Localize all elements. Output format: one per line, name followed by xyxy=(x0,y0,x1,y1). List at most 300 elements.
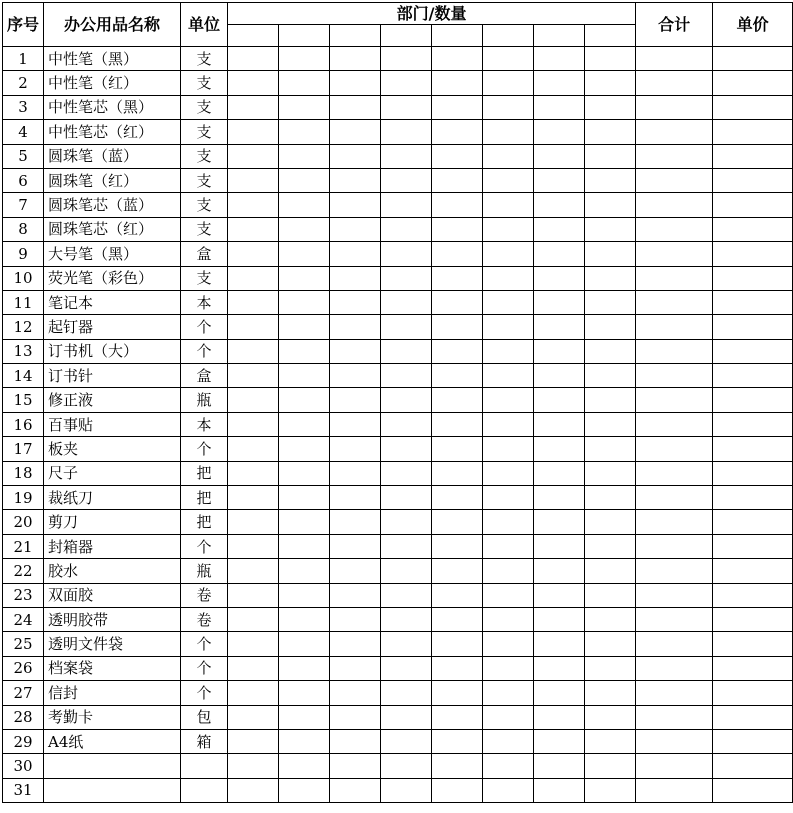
dept-qty-cell[interactable] xyxy=(483,339,534,363)
dept-cell[interactable] xyxy=(228,25,279,47)
dept-qty-cell[interactable] xyxy=(432,656,483,680)
total-cell[interactable] xyxy=(636,412,713,436)
dept-qty-cell[interactable] xyxy=(228,71,279,95)
dept-qty-cell[interactable] xyxy=(279,607,330,631)
dept-qty-cell[interactable] xyxy=(534,364,585,388)
total-cell[interactable] xyxy=(636,47,713,71)
dept-qty-cell[interactable] xyxy=(534,583,585,607)
unit-price-cell[interactable] xyxy=(713,437,793,461)
unit-price-cell[interactable] xyxy=(713,266,793,290)
total-cell[interactable] xyxy=(636,559,713,583)
total-cell[interactable] xyxy=(636,242,713,266)
dept-qty-cell[interactable] xyxy=(330,510,381,534)
dept-qty-cell[interactable] xyxy=(279,632,330,656)
dept-qty-cell[interactable] xyxy=(228,437,279,461)
dept-qty-cell[interactable] xyxy=(228,705,279,729)
dept-qty-cell[interactable] xyxy=(228,315,279,339)
total-cell[interactable] xyxy=(636,290,713,314)
dept-qty-cell[interactable] xyxy=(330,290,381,314)
dept-qty-cell[interactable] xyxy=(381,47,432,71)
unit-price-cell[interactable] xyxy=(713,778,793,802)
dept-qty-cell[interactable] xyxy=(381,559,432,583)
dept-qty-cell[interactable] xyxy=(534,437,585,461)
dept-qty-cell[interactable] xyxy=(483,632,534,656)
dept-qty-cell[interactable] xyxy=(585,754,636,778)
dept-qty-cell[interactable] xyxy=(330,388,381,412)
dept-qty-cell[interactable] xyxy=(432,266,483,290)
dept-qty-cell[interactable] xyxy=(228,607,279,631)
dept-qty-cell[interactable] xyxy=(330,461,381,485)
dept-qty-cell[interactable] xyxy=(330,534,381,558)
total-cell[interactable] xyxy=(636,656,713,680)
unit-price-cell[interactable] xyxy=(713,242,793,266)
dept-qty-cell[interactable] xyxy=(585,559,636,583)
dept-qty-cell[interactable] xyxy=(585,144,636,168)
total-cell[interactable] xyxy=(636,510,713,534)
dept-qty-cell[interactable] xyxy=(432,364,483,388)
dept-qty-cell[interactable] xyxy=(279,290,330,314)
dept-qty-cell[interactable] xyxy=(228,583,279,607)
dept-qty-cell[interactable] xyxy=(228,632,279,656)
total-cell[interactable] xyxy=(636,754,713,778)
unit-price-cell[interactable] xyxy=(713,290,793,314)
total-cell[interactable] xyxy=(636,71,713,95)
dept-qty-cell[interactable] xyxy=(432,437,483,461)
dept-qty-cell[interactable] xyxy=(381,632,432,656)
dept-qty-cell[interactable] xyxy=(279,559,330,583)
dept-qty-cell[interactable] xyxy=(585,583,636,607)
dept-qty-cell[interactable] xyxy=(534,510,585,534)
dept-qty-cell[interactable] xyxy=(381,120,432,144)
dept-qty-cell[interactable] xyxy=(330,315,381,339)
dept-qty-cell[interactable] xyxy=(534,461,585,485)
dept-qty-cell[interactable] xyxy=(228,193,279,217)
dept-qty-cell[interactable] xyxy=(228,95,279,119)
dept-qty-cell[interactable] xyxy=(330,754,381,778)
dept-qty-cell[interactable] xyxy=(279,510,330,534)
dept-qty-cell[interactable] xyxy=(585,364,636,388)
unit-price-cell[interactable] xyxy=(713,461,793,485)
dept-qty-cell[interactable] xyxy=(330,656,381,680)
dept-qty-cell[interactable] xyxy=(228,47,279,71)
unit-price-cell[interactable] xyxy=(713,705,793,729)
dept-qty-cell[interactable] xyxy=(279,339,330,363)
dept-qty-cell[interactable] xyxy=(330,607,381,631)
total-cell[interactable] xyxy=(636,217,713,241)
dept-qty-cell[interactable] xyxy=(330,242,381,266)
dept-qty-cell[interactable] xyxy=(279,681,330,705)
dept-qty-cell[interactable] xyxy=(279,461,330,485)
total-cell[interactable] xyxy=(636,778,713,802)
dept-qty-cell[interactable] xyxy=(228,778,279,802)
total-cell[interactable] xyxy=(636,315,713,339)
dept-qty-cell[interactable] xyxy=(534,242,585,266)
dept-qty-cell[interactable] xyxy=(432,242,483,266)
dept-qty-cell[interactable] xyxy=(585,193,636,217)
dept-qty-cell[interactable] xyxy=(228,729,279,753)
dept-qty-cell[interactable] xyxy=(330,778,381,802)
dept-cell[interactable] xyxy=(483,25,534,47)
dept-qty-cell[interactable] xyxy=(483,290,534,314)
total-cell[interactable] xyxy=(636,705,713,729)
unit-price-cell[interactable] xyxy=(713,632,793,656)
dept-qty-cell[interactable] xyxy=(330,95,381,119)
dept-qty-cell[interactable] xyxy=(279,656,330,680)
dept-qty-cell[interactable] xyxy=(534,47,585,71)
unit-price-cell[interactable] xyxy=(713,559,793,583)
dept-qty-cell[interactable] xyxy=(381,510,432,534)
dept-qty-cell[interactable] xyxy=(330,412,381,436)
dept-qty-cell[interactable] xyxy=(381,217,432,241)
dept-qty-cell[interactable] xyxy=(534,290,585,314)
dept-qty-cell[interactable] xyxy=(483,388,534,412)
dept-cell[interactable] xyxy=(279,25,330,47)
dept-qty-cell[interactable] xyxy=(534,315,585,339)
dept-qty-cell[interactable] xyxy=(534,754,585,778)
dept-qty-cell[interactable] xyxy=(534,705,585,729)
dept-qty-cell[interactable] xyxy=(279,315,330,339)
total-cell[interactable] xyxy=(636,607,713,631)
dept-qty-cell[interactable] xyxy=(381,681,432,705)
dept-qty-cell[interactable] xyxy=(330,705,381,729)
dept-qty-cell[interactable] xyxy=(228,217,279,241)
total-cell[interactable] xyxy=(636,632,713,656)
dept-qty-cell[interactable] xyxy=(432,778,483,802)
dept-qty-cell[interactable] xyxy=(330,364,381,388)
dept-qty-cell[interactable] xyxy=(330,71,381,95)
dept-qty-cell[interactable] xyxy=(585,486,636,510)
dept-qty-cell[interactable] xyxy=(585,729,636,753)
dept-qty-cell[interactable] xyxy=(432,290,483,314)
dept-qty-cell[interactable] xyxy=(483,437,534,461)
dept-qty-cell[interactable] xyxy=(585,412,636,436)
dept-qty-cell[interactable] xyxy=(381,364,432,388)
dept-qty-cell[interactable] xyxy=(432,95,483,119)
dept-qty-cell[interactable] xyxy=(483,607,534,631)
dept-qty-cell[interactable] xyxy=(432,705,483,729)
dept-qty-cell[interactable] xyxy=(330,486,381,510)
dept-qty-cell[interactable] xyxy=(381,437,432,461)
unit-price-cell[interactable] xyxy=(713,364,793,388)
dept-qty-cell[interactable] xyxy=(330,193,381,217)
total-cell[interactable] xyxy=(636,144,713,168)
dept-qty-cell[interactable] xyxy=(381,486,432,510)
dept-qty-cell[interactable] xyxy=(279,47,330,71)
total-cell[interactable] xyxy=(636,168,713,192)
unit-price-cell[interactable] xyxy=(713,144,793,168)
total-cell[interactable] xyxy=(636,266,713,290)
dept-qty-cell[interactable] xyxy=(432,559,483,583)
dept-qty-cell[interactable] xyxy=(228,388,279,412)
dept-qty-cell[interactable] xyxy=(432,681,483,705)
dept-qty-cell[interactable] xyxy=(483,412,534,436)
dept-qty-cell[interactable] xyxy=(483,583,534,607)
dept-qty-cell[interactable] xyxy=(228,461,279,485)
total-cell[interactable] xyxy=(636,583,713,607)
dept-qty-cell[interactable] xyxy=(330,729,381,753)
dept-qty-cell[interactable] xyxy=(483,242,534,266)
dept-qty-cell[interactable] xyxy=(483,486,534,510)
dept-qty-cell[interactable] xyxy=(585,315,636,339)
total-cell[interactable] xyxy=(636,486,713,510)
dept-qty-cell[interactable] xyxy=(381,534,432,558)
dept-qty-cell[interactable] xyxy=(432,461,483,485)
dept-qty-cell[interactable] xyxy=(483,559,534,583)
dept-qty-cell[interactable] xyxy=(483,656,534,680)
dept-qty-cell[interactable] xyxy=(534,144,585,168)
dept-qty-cell[interactable] xyxy=(381,778,432,802)
dept-qty-cell[interactable] xyxy=(534,339,585,363)
dept-qty-cell[interactable] xyxy=(279,388,330,412)
dept-qty-cell[interactable] xyxy=(432,339,483,363)
dept-qty-cell[interactable] xyxy=(432,71,483,95)
dept-qty-cell[interactable] xyxy=(432,534,483,558)
dept-qty-cell[interactable] xyxy=(228,339,279,363)
dept-qty-cell[interactable] xyxy=(432,583,483,607)
dept-qty-cell[interactable] xyxy=(483,729,534,753)
dept-qty-cell[interactable] xyxy=(585,607,636,631)
dept-qty-cell[interactable] xyxy=(483,315,534,339)
dept-qty-cell[interactable] xyxy=(483,168,534,192)
dept-qty-cell[interactable] xyxy=(534,559,585,583)
dept-qty-cell[interactable] xyxy=(330,437,381,461)
unit-price-cell[interactable] xyxy=(713,120,793,144)
dept-qty-cell[interactable] xyxy=(585,778,636,802)
dept-qty-cell[interactable] xyxy=(432,510,483,534)
dept-qty-cell[interactable] xyxy=(279,412,330,436)
dept-qty-cell[interactable] xyxy=(432,607,483,631)
dept-qty-cell[interactable] xyxy=(483,193,534,217)
dept-qty-cell[interactable] xyxy=(483,144,534,168)
dept-qty-cell[interactable] xyxy=(279,729,330,753)
dept-qty-cell[interactable] xyxy=(381,242,432,266)
unit-price-cell[interactable] xyxy=(713,47,793,71)
unit-price-cell[interactable] xyxy=(713,729,793,753)
dept-qty-cell[interactable] xyxy=(228,510,279,534)
unit-price-cell[interactable] xyxy=(713,339,793,363)
dept-qty-cell[interactable] xyxy=(483,705,534,729)
unit-price-cell[interactable] xyxy=(713,71,793,95)
unit-price-cell[interactable] xyxy=(713,656,793,680)
dept-qty-cell[interactable] xyxy=(228,290,279,314)
dept-qty-cell[interactable] xyxy=(279,242,330,266)
dept-qty-cell[interactable] xyxy=(585,266,636,290)
dept-qty-cell[interactable] xyxy=(585,632,636,656)
dept-qty-cell[interactable] xyxy=(228,656,279,680)
dept-qty-cell[interactable] xyxy=(534,388,585,412)
dept-qty-cell[interactable] xyxy=(381,266,432,290)
dept-qty-cell[interactable] xyxy=(330,217,381,241)
unit-price-cell[interactable] xyxy=(713,583,793,607)
dept-qty-cell[interactable] xyxy=(432,315,483,339)
dept-qty-cell[interactable] xyxy=(228,144,279,168)
dept-qty-cell[interactable] xyxy=(432,632,483,656)
dept-qty-cell[interactable] xyxy=(279,120,330,144)
dept-qty-cell[interactable] xyxy=(228,559,279,583)
dept-qty-cell[interactable] xyxy=(381,193,432,217)
dept-qty-cell[interactable] xyxy=(534,656,585,680)
dept-qty-cell[interactable] xyxy=(432,217,483,241)
unit-price-cell[interactable] xyxy=(713,754,793,778)
unit-price-cell[interactable] xyxy=(713,412,793,436)
dept-qty-cell[interactable] xyxy=(534,486,585,510)
dept-qty-cell[interactable] xyxy=(585,290,636,314)
dept-qty-cell[interactable] xyxy=(279,754,330,778)
dept-qty-cell[interactable] xyxy=(279,437,330,461)
dept-qty-cell[interactable] xyxy=(483,461,534,485)
dept-qty-cell[interactable] xyxy=(585,168,636,192)
dept-qty-cell[interactable] xyxy=(534,71,585,95)
dept-qty-cell[interactable] xyxy=(381,95,432,119)
dept-qty-cell[interactable] xyxy=(228,754,279,778)
dept-qty-cell[interactable] xyxy=(279,778,330,802)
dept-qty-cell[interactable] xyxy=(381,339,432,363)
unit-price-cell[interactable] xyxy=(713,95,793,119)
dept-qty-cell[interactable] xyxy=(228,242,279,266)
dept-qty-cell[interactable] xyxy=(534,95,585,119)
dept-qty-cell[interactable] xyxy=(585,705,636,729)
unit-price-cell[interactable] xyxy=(713,217,793,241)
dept-qty-cell[interactable] xyxy=(279,705,330,729)
dept-qty-cell[interactable] xyxy=(432,168,483,192)
dept-cell[interactable] xyxy=(534,25,585,47)
dept-qty-cell[interactable] xyxy=(381,705,432,729)
unit-price-cell[interactable] xyxy=(713,193,793,217)
dept-qty-cell[interactable] xyxy=(483,534,534,558)
dept-qty-cell[interactable] xyxy=(483,47,534,71)
dept-qty-cell[interactable] xyxy=(585,437,636,461)
dept-qty-cell[interactable] xyxy=(279,583,330,607)
unit-price-cell[interactable] xyxy=(713,486,793,510)
dept-qty-cell[interactable] xyxy=(330,632,381,656)
dept-qty-cell[interactable] xyxy=(534,193,585,217)
dept-qty-cell[interactable] xyxy=(432,120,483,144)
dept-qty-cell[interactable] xyxy=(483,364,534,388)
dept-qty-cell[interactable] xyxy=(228,364,279,388)
dept-qty-cell[interactable] xyxy=(483,95,534,119)
dept-qty-cell[interactable] xyxy=(228,266,279,290)
dept-qty-cell[interactable] xyxy=(585,461,636,485)
dept-qty-cell[interactable] xyxy=(228,412,279,436)
dept-qty-cell[interactable] xyxy=(432,193,483,217)
unit-price-cell[interactable] xyxy=(713,510,793,534)
dept-qty-cell[interactable] xyxy=(585,120,636,144)
dept-qty-cell[interactable] xyxy=(330,168,381,192)
dept-qty-cell[interactable] xyxy=(330,266,381,290)
dept-qty-cell[interactable] xyxy=(228,486,279,510)
dept-qty-cell[interactable] xyxy=(534,778,585,802)
dept-qty-cell[interactable] xyxy=(381,412,432,436)
dept-qty-cell[interactable] xyxy=(432,486,483,510)
dept-qty-cell[interactable] xyxy=(534,217,585,241)
dept-qty-cell[interactable] xyxy=(279,144,330,168)
dept-qty-cell[interactable] xyxy=(279,266,330,290)
dept-qty-cell[interactable] xyxy=(585,242,636,266)
unit-price-cell[interactable] xyxy=(713,315,793,339)
dept-qty-cell[interactable] xyxy=(432,388,483,412)
dept-qty-cell[interactable] xyxy=(483,778,534,802)
dept-qty-cell[interactable] xyxy=(585,217,636,241)
total-cell[interactable] xyxy=(636,437,713,461)
dept-qty-cell[interactable] xyxy=(585,47,636,71)
dept-qty-cell[interactable] xyxy=(534,168,585,192)
dept-qty-cell[interactable] xyxy=(228,534,279,558)
dept-qty-cell[interactable] xyxy=(483,266,534,290)
dept-qty-cell[interactable] xyxy=(381,71,432,95)
dept-qty-cell[interactable] xyxy=(432,412,483,436)
dept-qty-cell[interactable] xyxy=(330,47,381,71)
dept-qty-cell[interactable] xyxy=(330,559,381,583)
dept-qty-cell[interactable] xyxy=(228,681,279,705)
total-cell[interactable] xyxy=(636,339,713,363)
dept-qty-cell[interactable] xyxy=(381,729,432,753)
dept-qty-cell[interactable] xyxy=(381,656,432,680)
unit-price-cell[interactable] xyxy=(713,168,793,192)
dept-qty-cell[interactable] xyxy=(330,144,381,168)
dept-qty-cell[interactable] xyxy=(534,266,585,290)
dept-qty-cell[interactable] xyxy=(228,168,279,192)
dept-qty-cell[interactable] xyxy=(585,656,636,680)
dept-qty-cell[interactable] xyxy=(483,681,534,705)
dept-qty-cell[interactable] xyxy=(279,217,330,241)
dept-qty-cell[interactable] xyxy=(228,120,279,144)
dept-cell[interactable] xyxy=(585,25,636,47)
total-cell[interactable] xyxy=(636,364,713,388)
total-cell[interactable] xyxy=(636,95,713,119)
dept-qty-cell[interactable] xyxy=(330,339,381,363)
unit-price-cell[interactable] xyxy=(713,607,793,631)
dept-qty-cell[interactable] xyxy=(585,71,636,95)
unit-price-cell[interactable] xyxy=(713,681,793,705)
dept-cell[interactable] xyxy=(432,25,483,47)
dept-qty-cell[interactable] xyxy=(534,607,585,631)
total-cell[interactable] xyxy=(636,681,713,705)
dept-qty-cell[interactable] xyxy=(432,144,483,168)
total-cell[interactable] xyxy=(636,193,713,217)
total-cell[interactable] xyxy=(636,461,713,485)
total-cell[interactable] xyxy=(636,120,713,144)
dept-qty-cell[interactable] xyxy=(330,120,381,144)
dept-qty-cell[interactable] xyxy=(432,729,483,753)
dept-qty-cell[interactable] xyxy=(585,510,636,534)
dept-qty-cell[interactable] xyxy=(381,315,432,339)
dept-qty-cell[interactable] xyxy=(279,364,330,388)
dept-qty-cell[interactable] xyxy=(585,339,636,363)
dept-cell[interactable] xyxy=(330,25,381,47)
dept-qty-cell[interactable] xyxy=(534,534,585,558)
dept-qty-cell[interactable] xyxy=(279,168,330,192)
dept-qty-cell[interactable] xyxy=(534,120,585,144)
total-cell[interactable] xyxy=(636,729,713,753)
dept-qty-cell[interactable] xyxy=(381,388,432,412)
dept-qty-cell[interactable] xyxy=(483,510,534,534)
dept-qty-cell[interactable] xyxy=(483,120,534,144)
dept-qty-cell[interactable] xyxy=(432,754,483,778)
dept-qty-cell[interactable] xyxy=(279,534,330,558)
unit-price-cell[interactable] xyxy=(713,534,793,558)
dept-qty-cell[interactable] xyxy=(381,583,432,607)
dept-qty-cell[interactable] xyxy=(585,388,636,412)
dept-qty-cell[interactable] xyxy=(279,95,330,119)
dept-qty-cell[interactable] xyxy=(534,729,585,753)
dept-cell[interactable] xyxy=(381,25,432,47)
dept-qty-cell[interactable] xyxy=(534,632,585,656)
dept-qty-cell[interactable] xyxy=(534,412,585,436)
dept-qty-cell[interactable] xyxy=(534,681,585,705)
total-cell[interactable] xyxy=(636,534,713,558)
dept-qty-cell[interactable] xyxy=(483,754,534,778)
unit-price-cell[interactable] xyxy=(713,388,793,412)
